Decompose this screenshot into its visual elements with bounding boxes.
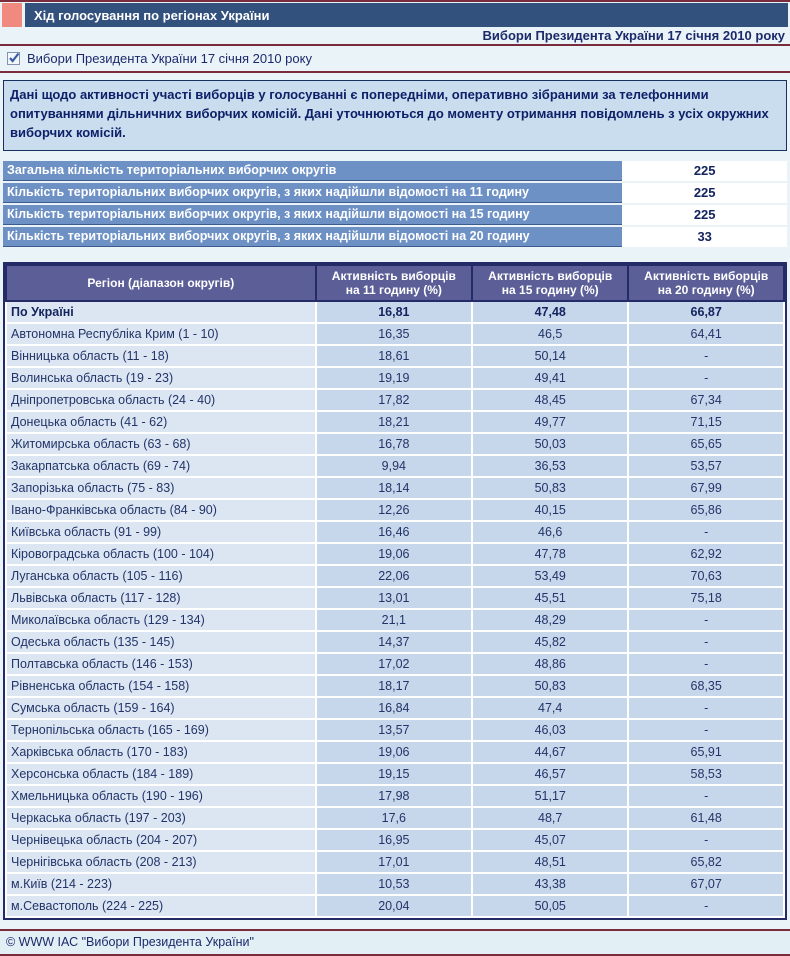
turnout-value-20h-cell: 58,53: [628, 763, 784, 785]
summary-row: [3, 183, 787, 203]
page-title: Хід голосування по регіонах України: [34, 7, 270, 23]
summary-row-value: 225: [622, 205, 787, 225]
turnout-value-20h-cell: 53,57: [628, 455, 784, 477]
turnout-value-11h-cell: 21,1: [316, 609, 472, 631]
turnout-value-11h-cell: 13,57: [316, 719, 472, 741]
turnout-header-col-1: Активність виборців на 11 годину (%): [316, 265, 472, 301]
turnout-value-20h-cell: 64,41: [628, 323, 784, 345]
summary-row-label: Кількість територіальних виборчих округів, з яких надійшли відомості на 20 годину: [3, 227, 622, 247]
turnout-region-cell: Дніпропетровська область (24 - 40): [6, 389, 316, 411]
turnout-header-col-3: Активність виборців на 20 годину (%): [628, 265, 784, 301]
turnout-value-11h-cell: 16,81: [316, 301, 472, 323]
turnout-value-20h-cell: -: [628, 609, 784, 631]
election-checkbox-icon[interactable]: [7, 52, 20, 65]
turnout-row: [6, 895, 784, 917]
summary-row-label: Кількість територіальних виборчих округів, з яких надійшли відомості на 15 годину: [3, 205, 622, 225]
turnout-row: [6, 631, 784, 653]
turnout-value-11h-cell: 16,84: [316, 697, 472, 719]
turnout-value-11h-cell: 18,14: [316, 477, 472, 499]
turnout-value-20h-cell: -: [628, 631, 784, 653]
election-subtitle: Вибори Президента України 17 січня 2010 року: [482, 28, 785, 43]
turnout-row: [6, 565, 784, 587]
turnout-row: [6, 675, 784, 697]
turnout-region-cell: Миколаївська область (129 - 134): [6, 609, 316, 631]
turnout-row: [6, 367, 784, 389]
turnout-region-cell: Закарпатська область (69 - 74): [6, 455, 316, 477]
turnout-value-20h-cell: 62,92: [628, 543, 784, 565]
turnout-value-15h-cell: 46,6: [472, 521, 628, 543]
turnout-value-11h-cell: 19,06: [316, 741, 472, 763]
turnout-value-20h-cell: 67,34: [628, 389, 784, 411]
turnout-row: [6, 763, 784, 785]
turnout-value-15h-cell: 45,51: [472, 587, 628, 609]
footer-copyright: © WWW ІАС "Вибори Президента України": [6, 934, 254, 949]
turnout-region-cell: Автономна Республіка Крим (1 - 10): [6, 323, 316, 345]
turnout-row: [6, 455, 784, 477]
turnout-region-cell: Кіровоградська область (100 - 104): [6, 543, 316, 565]
turnout-value-15h-cell: 48,7: [472, 807, 628, 829]
turnout-region-cell: Донецька область (41 - 62): [6, 411, 316, 433]
turnout-value-15h-cell: 45,82: [472, 631, 628, 653]
turnout-table-frame: [3, 262, 787, 920]
turnout-value-15h-cell: 46,03: [472, 719, 628, 741]
turnout-value-20h-cell: -: [628, 829, 784, 851]
turnout-value-11h-cell: 19,06: [316, 543, 472, 565]
turnout-value-20h-cell: -: [628, 521, 784, 543]
turnout-row: [6, 609, 784, 631]
turnout-row: [6, 829, 784, 851]
turnout-value-15h-cell: 50,14: [472, 345, 628, 367]
turnout-value-20h-cell: -: [628, 895, 784, 917]
turnout-value-11h-cell: 19,19: [316, 367, 472, 389]
turnout-value-15h-cell: 51,17: [472, 785, 628, 807]
turnout-value-15h-cell: 47,48: [472, 301, 628, 323]
turnout-region-cell: Волинська область (19 - 23): [6, 367, 316, 389]
turnout-header-col-0: Регіон (діапазон округів): [6, 265, 316, 301]
turnout-row: [6, 543, 784, 565]
turnout-value-11h-cell: 17,02: [316, 653, 472, 675]
turnout-region-cell: Хмельницька область (190 - 196): [6, 785, 316, 807]
turnout-row: [6, 719, 784, 741]
summary-row-value: 33: [622, 227, 787, 247]
summary-table-body: [3, 161, 787, 247]
turnout-value-11h-cell: 19,15: [316, 763, 472, 785]
turnout-row: [6, 345, 784, 367]
turnout-value-20h-cell: 67,07: [628, 873, 784, 895]
turnout-region-cell: Харківська область (170 - 183): [6, 741, 316, 763]
turnout-value-20h-cell: 66,87: [628, 301, 784, 323]
footer-bar: [0, 929, 790, 956]
turnout-row: [6, 807, 784, 829]
turnout-value-15h-cell: 49,77: [472, 411, 628, 433]
turnout-region-cell: По Україні: [6, 301, 316, 323]
turnout-row: [6, 389, 784, 411]
turnout-region-cell: Полтавська область (146 - 153): [6, 653, 316, 675]
turnout-value-11h-cell: 14,37: [316, 631, 472, 653]
turnout-header-col-2: Активність виборців на 15 годину (%): [472, 265, 628, 301]
turnout-region-cell: Черкаська область (197 - 203): [6, 807, 316, 829]
turnout-value-11h-cell: 22,06: [316, 565, 472, 587]
title-row: [2, 3, 788, 27]
turnout-value-15h-cell: 53,49: [472, 565, 628, 587]
turnout-region-cell: Сумська область (159 - 164): [6, 697, 316, 719]
turnout-value-11h-cell: 12,26: [316, 499, 472, 521]
turnout-row: [6, 587, 784, 609]
turnout-value-11h-cell: 18,21: [316, 411, 472, 433]
turnout-value-15h-cell: 49,41: [472, 367, 628, 389]
turnout-value-15h-cell: 50,83: [472, 675, 628, 697]
turnout-region-cell: Тернопільська область (165 - 169): [6, 719, 316, 741]
turnout-value-11h-cell: 17,01: [316, 851, 472, 873]
subtitle-strip: [0, 27, 790, 44]
turnout-value-15h-cell: 50,05: [472, 895, 628, 917]
turnout-region-cell: Чернівецька область (204 - 207): [6, 829, 316, 851]
turnout-value-11h-cell: 10,53: [316, 873, 472, 895]
turnout-region-cell: Одеська область (135 - 145): [6, 631, 316, 653]
page-title-bar: [25, 3, 788, 27]
turnout-value-20h-cell: 61,48: [628, 807, 784, 829]
turnout-value-15h-cell: 48,29: [472, 609, 628, 631]
turnout-row: [6, 323, 784, 345]
turnout-row: [6, 499, 784, 521]
turnout-row: [6, 521, 784, 543]
turnout-value-20h-cell: 71,15: [628, 411, 784, 433]
turnout-value-20h-cell: -: [628, 697, 784, 719]
divider-rule-2: [0, 71, 790, 73]
turnout-region-cell: м.Київ (214 - 223): [6, 873, 316, 895]
turnout-value-20h-cell: -: [628, 653, 784, 675]
turnout-region-cell: Чернігівська область (208 - 213): [6, 851, 316, 873]
turnout-value-20h-cell: 68,35: [628, 675, 784, 697]
turnout-table-body: [6, 301, 784, 917]
turnout-value-20h-cell: 65,65: [628, 433, 784, 455]
summary-row: [3, 227, 787, 247]
turnout-row: [6, 301, 784, 323]
turnout-value-11h-cell: 20,04: [316, 895, 472, 917]
summary-table: [3, 159, 787, 249]
turnout-value-20h-cell: -: [628, 367, 784, 389]
summary-row-value: 225: [622, 183, 787, 203]
turnout-value-15h-cell: 47,78: [472, 543, 628, 565]
turnout-region-cell: Луганська область (105 - 116): [6, 565, 316, 587]
turnout-value-11h-cell: 16,95: [316, 829, 472, 851]
turnout-value-15h-cell: 45,07: [472, 829, 628, 851]
turnout-region-cell: Житомирська область (63 - 68): [6, 433, 316, 455]
turnout-value-15h-cell: 36,53: [472, 455, 628, 477]
turnout-value-15h-cell: 47,4: [472, 697, 628, 719]
turnout-region-cell: Вінницька область (11 - 18): [6, 345, 316, 367]
turnout-value-20h-cell: 65,86: [628, 499, 784, 521]
turnout-value-11h-cell: 18,61: [316, 345, 472, 367]
turnout-value-20h-cell: -: [628, 785, 784, 807]
turnout-value-20h-cell: 65,82: [628, 851, 784, 873]
turnout-value-11h-cell: 16,78: [316, 433, 472, 455]
turnout-value-11h-cell: 13,01: [316, 587, 472, 609]
turnout-value-15h-cell: 48,86: [472, 653, 628, 675]
turnout-region-cell: Херсонська область (184 - 189): [6, 763, 316, 785]
turnout-value-15h-cell: 44,67: [472, 741, 628, 763]
turnout-value-20h-cell: 70,63: [628, 565, 784, 587]
turnout-value-20h-cell: 65,91: [628, 741, 784, 763]
turnout-row: [6, 653, 784, 675]
turnout-row: [6, 851, 784, 873]
turnout-value-11h-cell: 17,82: [316, 389, 472, 411]
turnout-value-20h-cell: -: [628, 719, 784, 741]
turnout-region-cell: Київська область (91 - 99): [6, 521, 316, 543]
turnout-row: [6, 697, 784, 719]
turnout-region-cell: Рівненська область (154 - 158): [6, 675, 316, 697]
turnout-value-15h-cell: 50,03: [472, 433, 628, 455]
notice-box: [3, 80, 787, 151]
summary-row-value: 225: [622, 161, 787, 181]
turnout-value-15h-cell: 46,5: [472, 323, 628, 345]
turnout-value-11h-cell: 9,94: [316, 455, 472, 477]
accent-square: [2, 3, 22, 27]
turnout-value-11h-cell: 16,35: [316, 323, 472, 345]
turnout-region-cell: Запорізька область (75 - 83): [6, 477, 316, 499]
summary-row-label: Кількість територіальних виборчих округів, з яких надійшли відомості на 11 годину: [3, 183, 622, 203]
turnout-value-15h-cell: 48,51: [472, 851, 628, 873]
summary-row: [3, 161, 787, 181]
turnout-row: [6, 741, 784, 763]
turnout-value-20h-cell: 75,18: [628, 587, 784, 609]
turnout-row: [6, 477, 784, 499]
turnout-value-15h-cell: 43,38: [472, 873, 628, 895]
election-checkbox-label[interactable]: Вибори Президента України 17 січня 2010 року: [27, 51, 312, 66]
turnout-value-15h-cell: 40,15: [472, 499, 628, 521]
turnout-region-cell: м.Севастополь (224 - 225): [6, 895, 316, 917]
turnout-value-15h-cell: 48,45: [472, 389, 628, 411]
turnout-value-20h-cell: 67,99: [628, 477, 784, 499]
turnout-table: [5, 264, 785, 918]
turnout-value-11h-cell: 18,17: [316, 675, 472, 697]
turnout-value-11h-cell: 17,6: [316, 807, 472, 829]
turnout-region-cell: Івано-Франківська область (84 - 90): [6, 499, 316, 521]
notice-text: Дані щодо активності участі виборців у голосуванні є попередніми, оперативно зібраними за телефонними опитуваннями дільничних виборчих комісій. Дані уточнюються до моменту отримання повідомлень з усіх окружних виборчих комісій.: [10, 87, 769, 140]
turnout-value-11h-cell: 17,98: [316, 785, 472, 807]
turnout-value-11h-cell: 16,46: [316, 521, 472, 543]
summary-row-label: Загальна кількість територіальних виборчих округів: [3, 161, 622, 181]
turnout-row: [6, 411, 784, 433]
summary-row: [3, 205, 787, 225]
turnout-region-cell: Львівська область (117 - 128): [6, 587, 316, 609]
turnout-header-row: [6, 265, 784, 301]
election-selector-row: [0, 46, 790, 71]
turnout-row: [6, 433, 784, 455]
turnout-value-15h-cell: 50,83: [472, 477, 628, 499]
top-rule: [0, 0, 790, 2]
turnout-value-20h-cell: -: [628, 345, 784, 367]
turnout-row: [6, 873, 784, 895]
turnout-value-15h-cell: 46,57: [472, 763, 628, 785]
turnout-row: [6, 785, 784, 807]
